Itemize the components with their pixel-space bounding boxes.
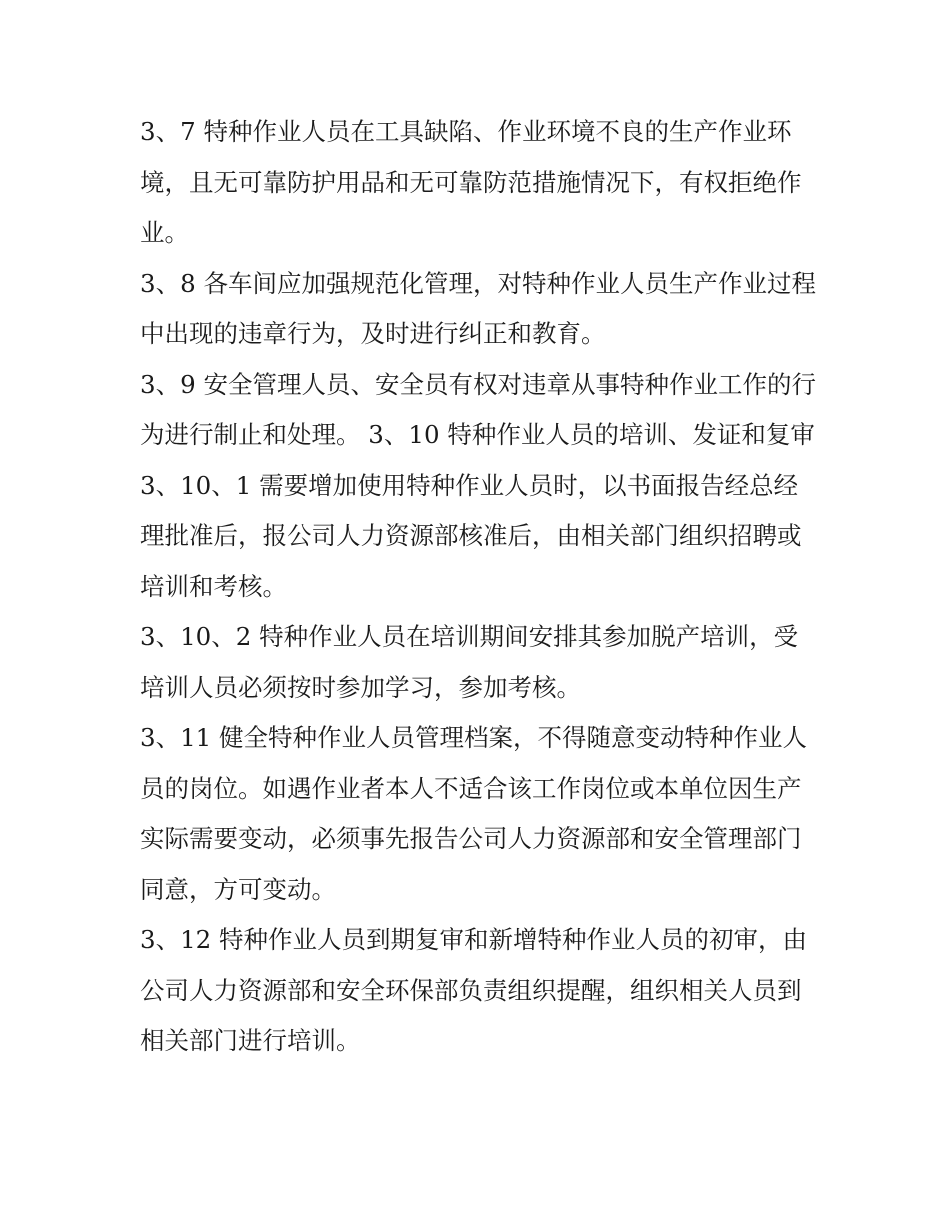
paragraph-3-10-1: 3、10、1 需要增加使用特种作业人员时，以书面报告经总经理批准后，报公司人力资源部核准后，由相关部门组织招聘或培训和考核。 xyxy=(140,470,802,601)
paragraph-3-12: 3、12 特种作业人员到期复审和新增特种作业人员的初审，由公司人力资源部和安全环保部负责组织提醒，组织相关人员到相关部门进行培训。 xyxy=(140,925,808,1055)
paragraph-3-9: 3、9 安全管理人员、安全员有权对违章从事特种作业工作的行为进行制止和处理。 3、10 特种作业人员的培训、发证和复审 xyxy=(140,369,816,449)
paragraph-3-7: 3、7 特种作业人员在工具缺陷、作业环境不良的生产作业环境，且无可靠防护用品和无可靠防范措施情况下，有权拒绝作业。 xyxy=(140,117,802,247)
paragraph-3-10-2: 3、10、2 特种作业人员在培训期间安排其参加脱产培训，受培训人员必须按时参加学习，参加考核。 xyxy=(140,622,799,702)
paragraph-3-11: 3、11 健全特种作业人员管理档案，不得随意变动特种作业人员的岗位。如遇作业者本人不适合该工作岗位或本单位因生产实际需要变动，必须事先报告公司人力资源部和安全管理部门同意，方可变动。 xyxy=(140,723,808,904)
paragraph-3-8: 3、8 各车间应加强规范化管理，对特种作业人员生产作业过程中出现的违章行为，及时进行纠正和教育。 xyxy=(140,268,816,348)
document-body xyxy=(140,107,820,1067)
